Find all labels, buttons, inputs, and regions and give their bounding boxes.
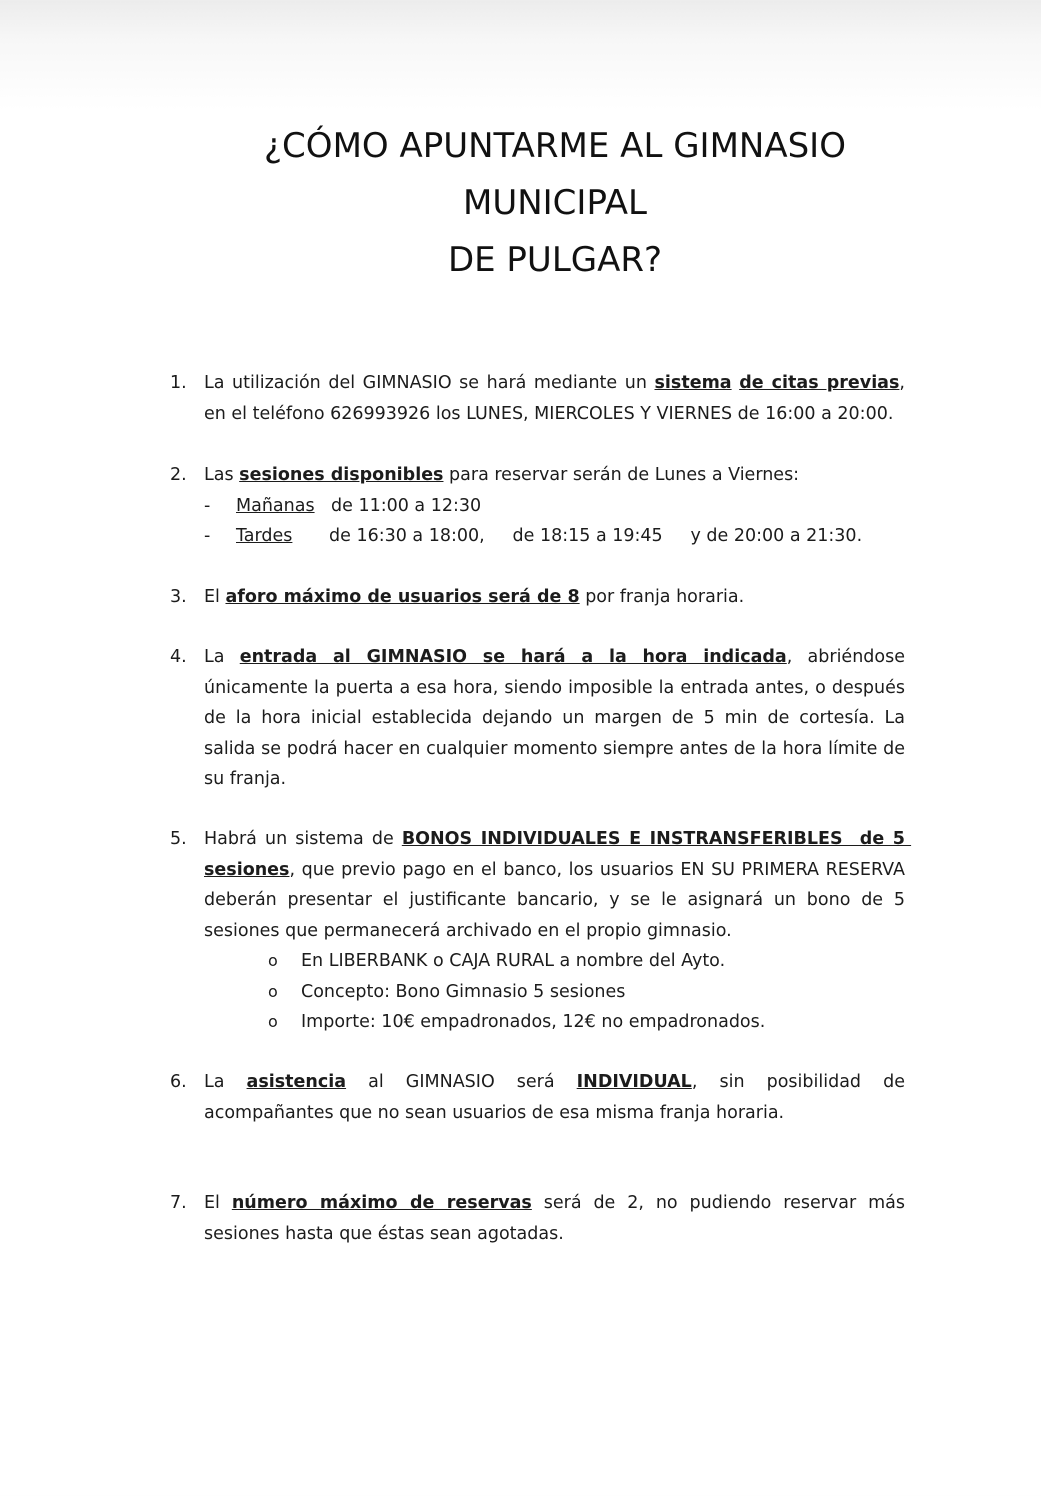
text-run: al GIMNASIO será bbox=[346, 1072, 577, 1092]
text-run: La bbox=[204, 1072, 247, 1092]
payment-detail-text: Importe: 10€ empadronados, 12€ no empadronados. bbox=[301, 1012, 766, 1032]
text-run: La bbox=[204, 647, 240, 667]
text-run: El bbox=[204, 1193, 232, 1213]
text-run: , en el teléfono 626993926 los LUNES, MIERCOLES Y VIERNES de 16:00 a 20:00. bbox=[204, 373, 905, 424]
text-run: para reservar serán de Lunes a Viernes: bbox=[443, 465, 800, 485]
payment-detail-2 bbox=[170, 977, 905, 1008]
payment-detail-3 bbox=[170, 1007, 905, 1038]
list-item-5 bbox=[170, 824, 912, 1038]
payment-detail-1 bbox=[170, 946, 905, 977]
list-item-3 bbox=[170, 582, 905, 613]
item-text bbox=[204, 824, 912, 946]
emphasis-text: asistencia bbox=[246, 1072, 347, 1092]
emphasis-text: INDIVIDUAL bbox=[576, 1072, 692, 1092]
item-number: 2. bbox=[170, 465, 187, 485]
list-item-1 bbox=[170, 368, 905, 429]
item-text bbox=[204, 1067, 905, 1128]
item-number: 5. bbox=[170, 829, 187, 849]
text-run: La utilización del GIMNASIO se hará mediante un bbox=[204, 373, 655, 393]
item-number: 3. bbox=[170, 587, 187, 607]
dash-marker: - bbox=[204, 495, 211, 516]
text-run: , sin posibilidad de acompañantes que no sean usuarios de esa misma franja horaria. bbox=[204, 1072, 905, 1123]
session-times: de 16:30 a 18:00, de 18:15 a 19:45 y de 20:00 a 21:30. bbox=[329, 526, 863, 546]
emphasis-text: sesiones disponibles bbox=[239, 465, 444, 485]
circle-bullet-icon: o bbox=[268, 1012, 278, 1031]
title-line-3: DE PULGAR? bbox=[447, 240, 663, 280]
emphasis-text: sistema bbox=[654, 373, 732, 393]
emphasis-text: de citas previas bbox=[739, 373, 900, 393]
emphasis-text: BONOS INDIVIDUALES E INSTRANSFERIBLES de 5 sesiones bbox=[204, 829, 912, 880]
session-afternoon bbox=[170, 521, 905, 552]
item-number: 6. bbox=[170, 1072, 187, 1092]
title-line-2: MUNICIPAL bbox=[463, 183, 647, 223]
list-item-6 bbox=[170, 1067, 905, 1128]
item-text bbox=[204, 1188, 905, 1249]
text-run: será de 2, no pudiendo reservar más sesiones hasta que éstas sean agotadas. bbox=[204, 1193, 906, 1244]
text-run: , que previo pago en el banco, los usuarios EN SU PRIMERA RESERVA deberán presentar el justificante bancario, y se le asignará un bono de 5 sesiones que permanecerá archivado en el propio gimnasio. bbox=[204, 859, 905, 941]
session-label: Tardes bbox=[236, 526, 293, 546]
item-number: 4. bbox=[170, 647, 187, 667]
payment-detail-text: En LIBERBANK o CAJA RURAL a nombre del Ayto. bbox=[301, 951, 726, 971]
text-run: Habrá un sistema de bbox=[204, 829, 402, 849]
list-item-2 bbox=[170, 460, 905, 552]
text-run: por franja horaria. bbox=[579, 587, 745, 607]
item-number: 7. bbox=[170, 1193, 187, 1213]
item-text bbox=[204, 582, 905, 613]
dash-marker: - bbox=[204, 526, 211, 546]
text-run: Las bbox=[204, 465, 240, 485]
emphasis-text: entrada al GIMNASIO se hará a la hora indicada bbox=[239, 647, 787, 667]
session-times: de 11:00 a 12:30 bbox=[331, 495, 482, 516]
list-item-7 bbox=[170, 1188, 905, 1249]
circle-bullet-icon: o bbox=[268, 981, 278, 1001]
payment-detail-text: Concepto: Bono Gimnasio 5 sesiones bbox=[301, 981, 626, 1002]
document-title bbox=[0, 118, 1041, 289]
item-text bbox=[204, 642, 905, 795]
text-run: El bbox=[204, 587, 226, 607]
emphasis-text: número máximo de reservas bbox=[231, 1193, 532, 1213]
session-label: Mañanas bbox=[236, 495, 315, 516]
title-line-1: ¿CÓMO APUNTARME AL GIMNASIO bbox=[264, 126, 846, 166]
text-run: , abriéndose únicamente la puerta a esa hora, siendo imposible la entrada antes, o después de la hora inicial establecida dejando un margen de 5 min de cortesía. La salida se podrá hacer en cualquier momento siempre antes de la hora límite de su franja. bbox=[204, 647, 905, 789]
emphasis-text: aforo máximo de usuarios será de 8 bbox=[225, 587, 580, 607]
circle-bullet-icon: o bbox=[268, 951, 278, 970]
item-text bbox=[204, 368, 905, 429]
item-number: 1. bbox=[170, 373, 187, 393]
item-text bbox=[204, 460, 905, 491]
session-morning bbox=[170, 491, 905, 522]
list-item-4 bbox=[170, 642, 905, 795]
